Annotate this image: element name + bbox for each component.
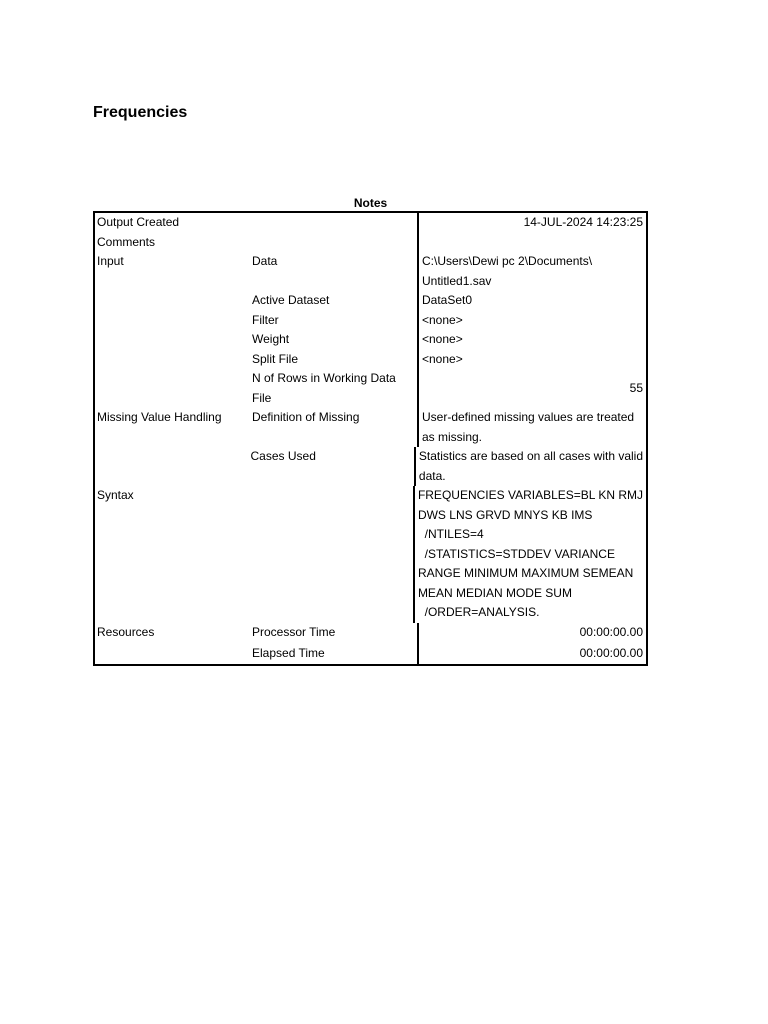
- table-row-processor-time: [95, 623, 646, 643]
- notes-table-caption: Notes: [353, 196, 388, 210]
- elapsed-time-value: 00:00:00.00: [579, 646, 643, 660]
- table-row-syntax: [95, 486, 646, 623]
- table-row-n-of-rows: [95, 369, 646, 408]
- syntax-block: [415, 486, 646, 623]
- row-label: Syntax: [97, 488, 134, 502]
- table-row-split-file: [95, 350, 646, 370]
- notes-table: [93, 211, 648, 666]
- table-row-active-dataset: [95, 291, 646, 311]
- split-file-value: <none>: [422, 351, 463, 366]
- cases-used-value: data.: [418, 468, 446, 483]
- table-row-definition-of-missing: [95, 408, 646, 447]
- table-row-comments: [95, 233, 646, 253]
- table-row-cases-used: [95, 447, 646, 486]
- row-sublabel: Filter: [252, 312, 279, 327]
- page-title: Frequencies: [93, 104, 188, 121]
- processor-time-value: 00:00:00.00: [579, 624, 643, 639]
- row-sublabel: Weight: [252, 332, 290, 346]
- row-label: Comments: [97, 234, 156, 249]
- row-sublabel: Elapsed Time: [252, 646, 325, 660]
- row-sublabel: Split File: [252, 351, 299, 366]
- data-path-value: C:\Users\Dewi pc 2\Documents\: [422, 254, 593, 268]
- row-label: Output Created: [97, 215, 180, 229]
- syntax-line: DWS LNS GRVD MNYS KB IMS: [417, 507, 593, 522]
- definition-of-missing-value: User-defined missing values are treated: [422, 410, 635, 424]
- row-label: Input: [97, 254, 124, 268]
- output-created-value: 14-JUL-2024 14:23:25: [523, 215, 643, 229]
- syntax-line: RANGE MINIMUM MAXIMUM SEMEAN: [417, 566, 634, 580]
- syntax-line: /NTILES=4: [417, 527, 484, 541]
- row-sublabel: Cases Used: [250, 449, 316, 463]
- syntax-line: /ORDER=ANALYSIS.: [417, 605, 540, 619]
- row-sublabel: Active Dataset: [252, 293, 330, 307]
- active-dataset-value: DataSet0: [422, 293, 473, 307]
- filter-value: <none>: [422, 312, 463, 327]
- row-sublabel: File: [252, 390, 272, 405]
- row-sublabel: Data: [252, 254, 278, 268]
- table-row-weight: [95, 330, 646, 350]
- table-row-input-data: [95, 252, 646, 291]
- row-sublabel: Processor Time: [252, 624, 336, 639]
- row-sublabel: N of Rows in Working Data: [252, 371, 396, 385]
- table-row-elapsed-time: [95, 642, 646, 664]
- row-sublabel: Definition of Missing: [252, 410, 360, 424]
- syntax-line: /STATISTICS=STDDEV VARIANCE: [417, 546, 615, 561]
- data-path-value: Untitled1.sav: [422, 273, 492, 288]
- n-rows-value: 55: [629, 380, 643, 395]
- row-label: Resources: [97, 624, 155, 639]
- weight-value: <none>: [422, 332, 463, 346]
- definition-of-missing-value: as missing.: [422, 429, 483, 444]
- table-row-output-created: [95, 213, 646, 233]
- cases-used-value: Statistics are based on all cases with valid: [418, 449, 643, 463]
- syntax-line: MEAN MEDIAN MODE SUM: [417, 585, 572, 600]
- row-label: Missing Value Handling: [97, 410, 222, 424]
- syntax-line: FREQUENCIES VARIABLES=BL KN RMJ: [417, 488, 643, 502]
- table-row-filter: [95, 311, 646, 331]
